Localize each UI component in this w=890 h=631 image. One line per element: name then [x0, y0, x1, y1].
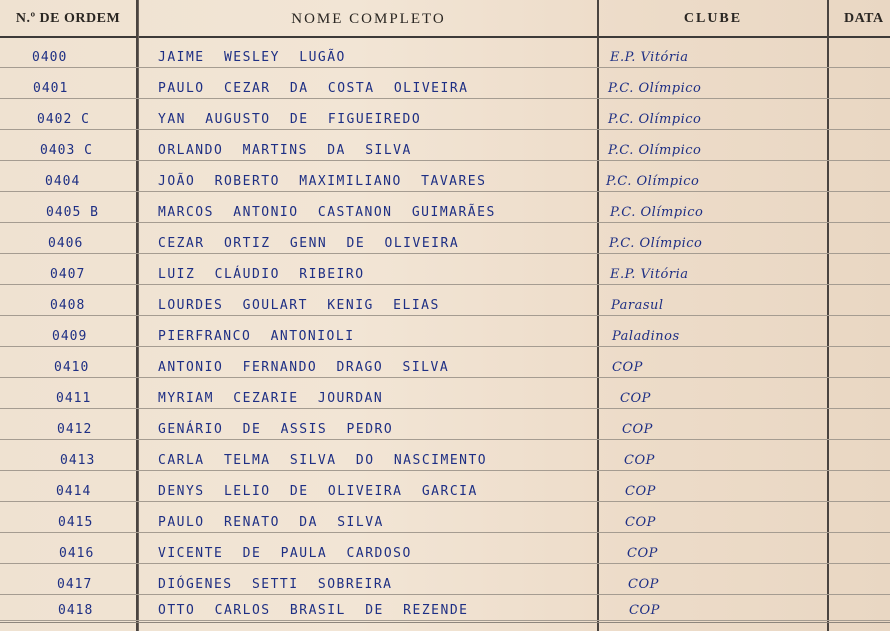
club-name: COP	[622, 422, 653, 437]
ordem-number: 0417	[57, 577, 93, 592]
ordem-number: 0407	[50, 267, 86, 282]
header-nome: NOME COMPLETO	[291, 11, 446, 27]
full-name: GENÁRIO DE ASSIS PEDRO	[158, 422, 394, 437]
table-header	[0, 0, 890, 38]
club-name: P.C. Olímpico	[610, 205, 704, 220]
table-row	[0, 160, 890, 192]
header-clube: CLUBE	[683, 11, 743, 26]
full-name: ORLANDO MARTINS DA SILVA	[158, 143, 412, 158]
club-name: E.P. Vitória	[610, 50, 689, 65]
full-name: CARLA TELMA SILVA DO NASCIMENTO	[158, 453, 488, 468]
ordem-number: 0412	[57, 422, 93, 437]
club-name: COP	[620, 391, 651, 406]
ordem-number: 0408	[50, 298, 86, 313]
full-name: PIERFRANCO ANTONIOLI	[158, 329, 355, 344]
ordem-number: 0409	[52, 329, 88, 344]
ordem-number: 0414	[56, 484, 92, 499]
club-name: Parasul	[611, 298, 664, 313]
table-row	[0, 129, 890, 161]
full-name: VICENTE DE PAULA CARDOSO	[158, 546, 412, 561]
ordem-number: 0404	[45, 174, 81, 189]
full-name: MYRIAM CEZARIE JOURDAN	[158, 391, 384, 406]
ordem-number: 0400	[32, 50, 68, 65]
club-name: COP	[612, 360, 643, 375]
club-name: P.C. Olímpico	[608, 112, 702, 127]
full-name: PAULO RENATO DA SILVA	[158, 515, 384, 530]
table-row	[0, 284, 890, 316]
table-row	[0, 346, 890, 378]
table-row	[0, 36, 890, 68]
full-name: LOURDES GOULART KENIG ELIAS	[158, 298, 440, 313]
ordem-number: 0401	[33, 81, 69, 96]
full-name: JOÃO ROBERTO MAXIMILIANO TAVARES	[158, 174, 487, 189]
club-name: P.C. Olímpico	[608, 143, 702, 158]
full-name: LUIZ CLÁUDIO RIBEIRO	[158, 267, 365, 282]
table-row	[0, 408, 890, 440]
ordem-number: 0415	[58, 515, 94, 530]
table-row	[0, 470, 890, 502]
full-name: DIÓGENES SETTI SOBREIRA	[158, 577, 393, 592]
club-name: Paladinos	[612, 329, 680, 344]
ordem-number: 0416	[59, 546, 95, 561]
ordem-number: 0410	[54, 360, 90, 375]
table-row	[0, 191, 890, 223]
ordem-number: 0411	[56, 391, 92, 406]
table-row	[0, 532, 890, 564]
table-row	[0, 67, 890, 99]
club-name: P.C. Olímpico	[609, 236, 703, 251]
table-row	[0, 594, 890, 621]
table-row	[0, 439, 890, 471]
ordem-number: 0413	[60, 453, 96, 468]
table-row	[0, 98, 890, 130]
table-row	[0, 222, 890, 254]
full-name: YAN AUGUSTO DE FIGUEIREDO	[158, 112, 422, 127]
bottom-rule	[0, 622, 890, 623]
club-name: P.C. Olímpico	[608, 81, 702, 96]
ordem-number: 0406	[48, 236, 84, 251]
table-row	[0, 563, 890, 595]
table-row	[0, 315, 890, 347]
header-data: DATA	[844, 11, 884, 26]
header-ordem: N.º DE ORDEM	[15, 11, 121, 26]
club-name: COP	[625, 515, 656, 530]
full-name: JAIME WESLEY LUGÃO	[158, 50, 346, 65]
club-name: E.P. Vitória	[610, 267, 689, 282]
full-name: ANTONIO FERNANDO DRAGO SILVA	[158, 360, 450, 375]
club-name: COP	[624, 453, 655, 468]
table-row	[0, 501, 890, 533]
full-name: MARCOS ANTONIO CASTANON GUIMARÃES	[158, 205, 496, 220]
club-name: COP	[628, 577, 659, 592]
full-name: PAULO CEZAR DA COSTA OLIVEIRA	[158, 81, 469, 96]
full-name: DENYS LELIO DE OLIVEIRA GARCIA	[158, 484, 478, 499]
ordem-number: 0405 B	[46, 205, 99, 220]
table-row	[0, 377, 890, 409]
table-row	[0, 253, 890, 285]
ordem-number: 0402 C	[37, 112, 90, 127]
club-name: COP	[625, 484, 656, 499]
full-name: OTTO CARLOS BRASIL DE REZENDE	[158, 603, 469, 618]
club-name: COP	[627, 546, 658, 561]
club-name: P.C. Olímpico	[606, 174, 700, 189]
ordem-number: 0418	[58, 603, 94, 618]
club-name: COP	[629, 603, 660, 618]
ordem-number: 0403 C	[40, 143, 93, 158]
full-name: CEZAR ORTIZ GENN DE OLIVEIRA	[158, 236, 460, 251]
